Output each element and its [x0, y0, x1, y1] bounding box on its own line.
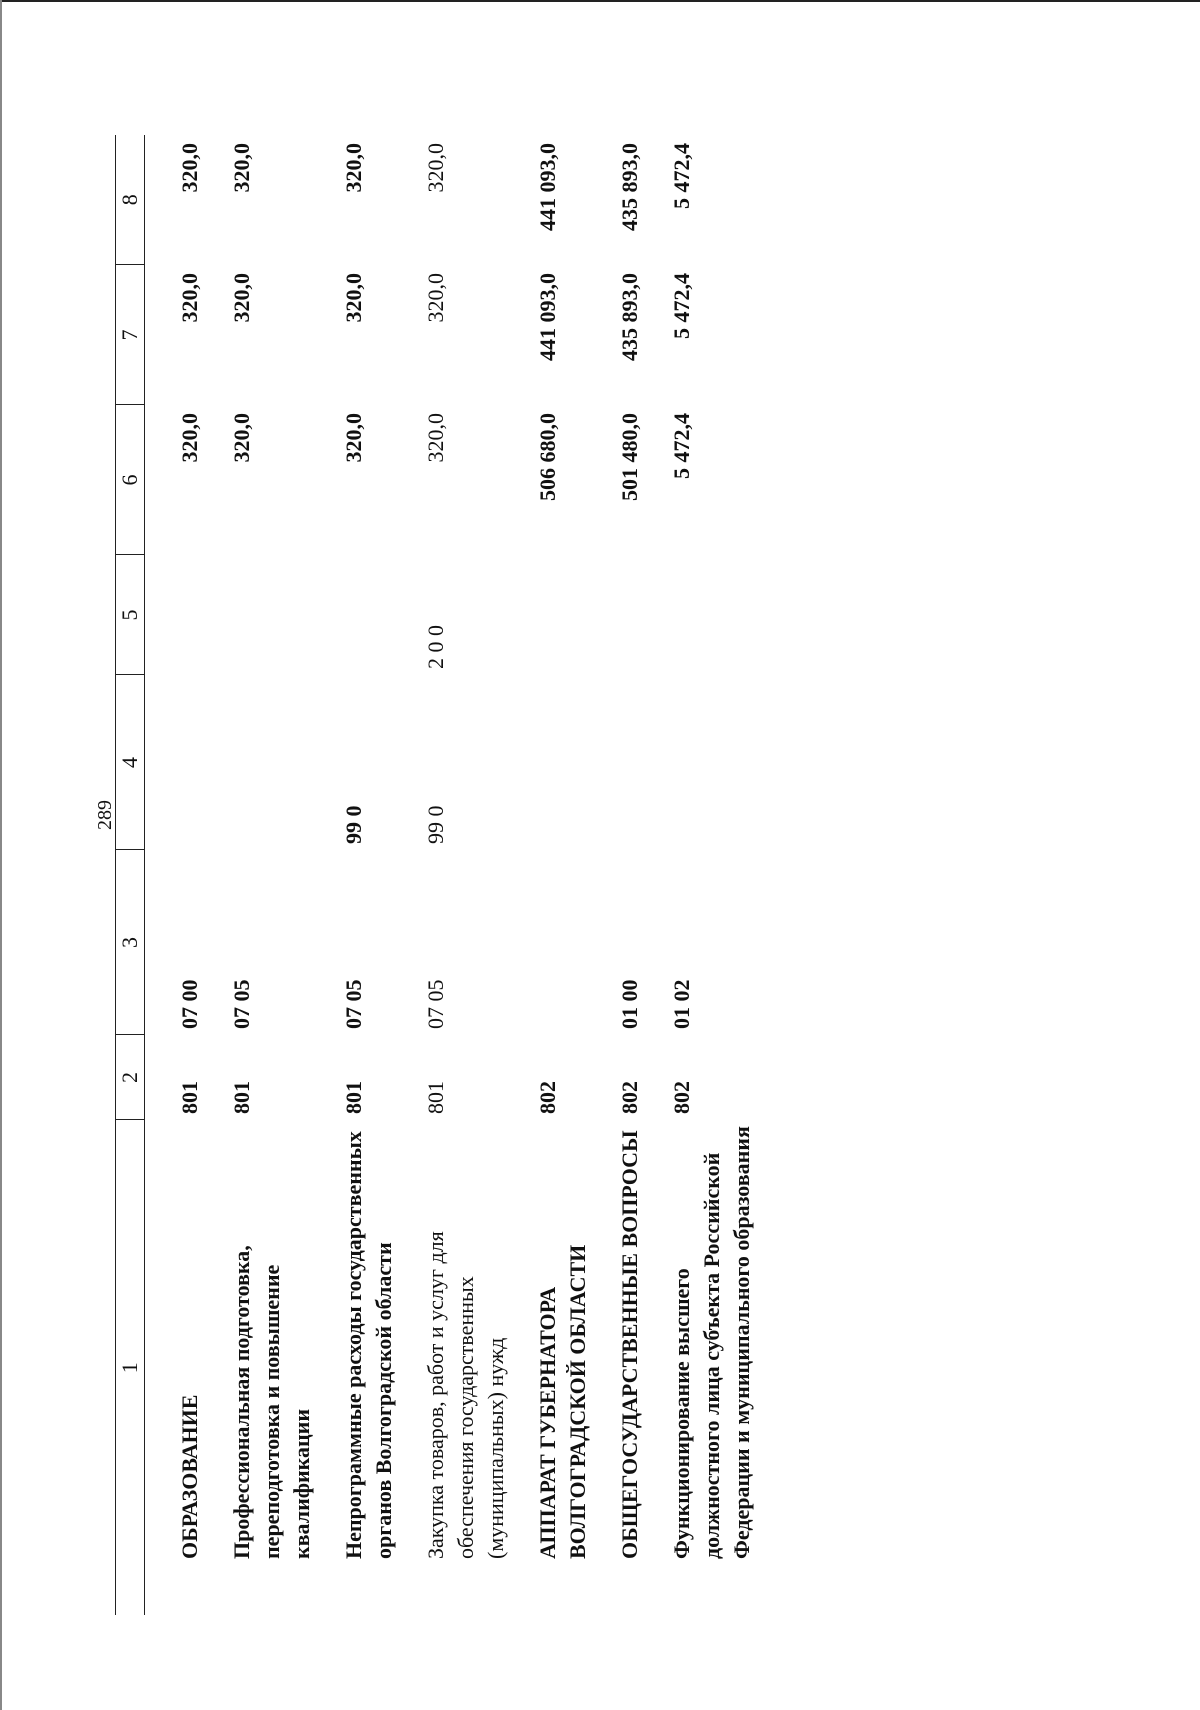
cell-col6: 320,0: [341, 413, 366, 463]
table-row: [325, 135, 407, 1615]
cell-col4: [145, 675, 214, 850]
cell-col7: 320,0: [423, 273, 448, 323]
cell-col6: 320,0: [229, 413, 254, 463]
row-name: Закупка товаров, работ и услуг для обеспечения государственных (муниципальных) нужд: [423, 1231, 508, 1559]
cell-col8: 320,0: [341, 143, 366, 193]
cell-col8: 320,0: [423, 143, 448, 193]
column-header: 1: [117, 1362, 142, 1374]
table-row: [213, 135, 325, 1615]
cell-col4: [213, 675, 325, 850]
table-row: [519, 135, 601, 1615]
budget-table-container: [115, 135, 1155, 1615]
cell-col8: 320,0: [177, 143, 202, 193]
cell-col3: 07 00: [177, 979, 202, 1029]
cell-col3: 01 02: [669, 979, 694, 1029]
cell-col7: 435 893,0: [617, 273, 642, 361]
column-header: 2: [116, 1035, 145, 1120]
cell-col8: 435 893,0: [617, 143, 642, 231]
cell-col5: [213, 555, 325, 675]
row-name: АППАРАТ ГУБЕРНАТОРА ВОЛГОГРАДСКОЙ ОБЛАСТИ: [535, 1244, 590, 1559]
table-row: [601, 135, 653, 1615]
cell-col3: [519, 850, 601, 1035]
cell-col2: 801: [341, 1081, 366, 1114]
cell-col4: 99 0: [423, 805, 448, 844]
cell-col3: 01 00: [617, 979, 642, 1029]
column-header: 4: [116, 675, 145, 850]
row-name: Функционирование высшего должностного лица субъекта Российской Федерации и муниципального образования: [669, 1126, 754, 1559]
cell-col3: 07 05: [229, 979, 254, 1029]
cell-col8: 5 472,4: [669, 143, 694, 209]
cell-col7: 320,0: [229, 273, 254, 323]
page-number: 289: [94, 800, 116, 830]
cell-col5: 2 0 0: [423, 625, 448, 669]
column-header: 5: [116, 555, 145, 675]
cell-col2: 801: [229, 1081, 254, 1114]
cell-col4: [601, 675, 653, 850]
cell-col6: 501 480,0: [617, 413, 642, 501]
budget-table: [115, 135, 765, 1615]
column-header: 3: [116, 850, 145, 1035]
column-header: 6: [116, 405, 145, 555]
row-name: Непрограммные расходы государственных органов Волгоградской области: [341, 1131, 396, 1559]
cell-col7: 5 472,4: [669, 273, 694, 339]
table-row: [145, 135, 214, 1615]
cell-col4: 99 0: [341, 805, 366, 844]
table-row: [653, 135, 765, 1615]
cell-col2: 802: [669, 1081, 694, 1114]
cell-col5: [519, 555, 601, 675]
cell-col3: 07 05: [423, 979, 448, 1029]
cell-col4: [653, 675, 765, 850]
cell-col5: [325, 555, 407, 675]
scan-edge-left: [0, 0, 2, 1710]
column-header: 8: [116, 135, 145, 265]
row-name: ОБРАЗОВАНИЕ: [177, 1394, 202, 1559]
cell-col5: [653, 555, 765, 675]
cell-col7: 320,0: [341, 273, 366, 323]
cell-col7: 441 093,0: [535, 273, 560, 361]
cell-col2: 802: [535, 1081, 560, 1114]
table-row: [407, 135, 519, 1615]
cell-col5: [145, 555, 214, 675]
cell-col2: 801: [177, 1081, 202, 1114]
cell-col6: 320,0: [177, 413, 202, 463]
cell-col8: 441 093,0: [535, 143, 560, 231]
cell-col2: 802: [617, 1081, 642, 1114]
cell-col8: 320,0: [229, 143, 254, 193]
cell-col2: 801: [423, 1081, 448, 1114]
cell-col7: 320,0: [177, 273, 202, 323]
table-header-row: [116, 135, 145, 1615]
row-name: Профессиональная подготовка, переподготовка и повышение квалификации: [229, 1245, 314, 1559]
column-header: 7: [116, 265, 145, 405]
row-name: ОБЩЕГОСУДАРСТВЕННЫЕ ВОПРОСЫ: [617, 1130, 642, 1559]
cell-col6: 5 472,4: [669, 413, 694, 479]
cell-col5: [601, 555, 653, 675]
cell-col4: [519, 675, 601, 850]
cell-col6: 506 680,0: [535, 413, 560, 501]
cell-col6: 320,0: [423, 413, 448, 463]
scan-edge-top: [0, 0, 1200, 2]
cell-col3: 07 05: [341, 979, 366, 1029]
